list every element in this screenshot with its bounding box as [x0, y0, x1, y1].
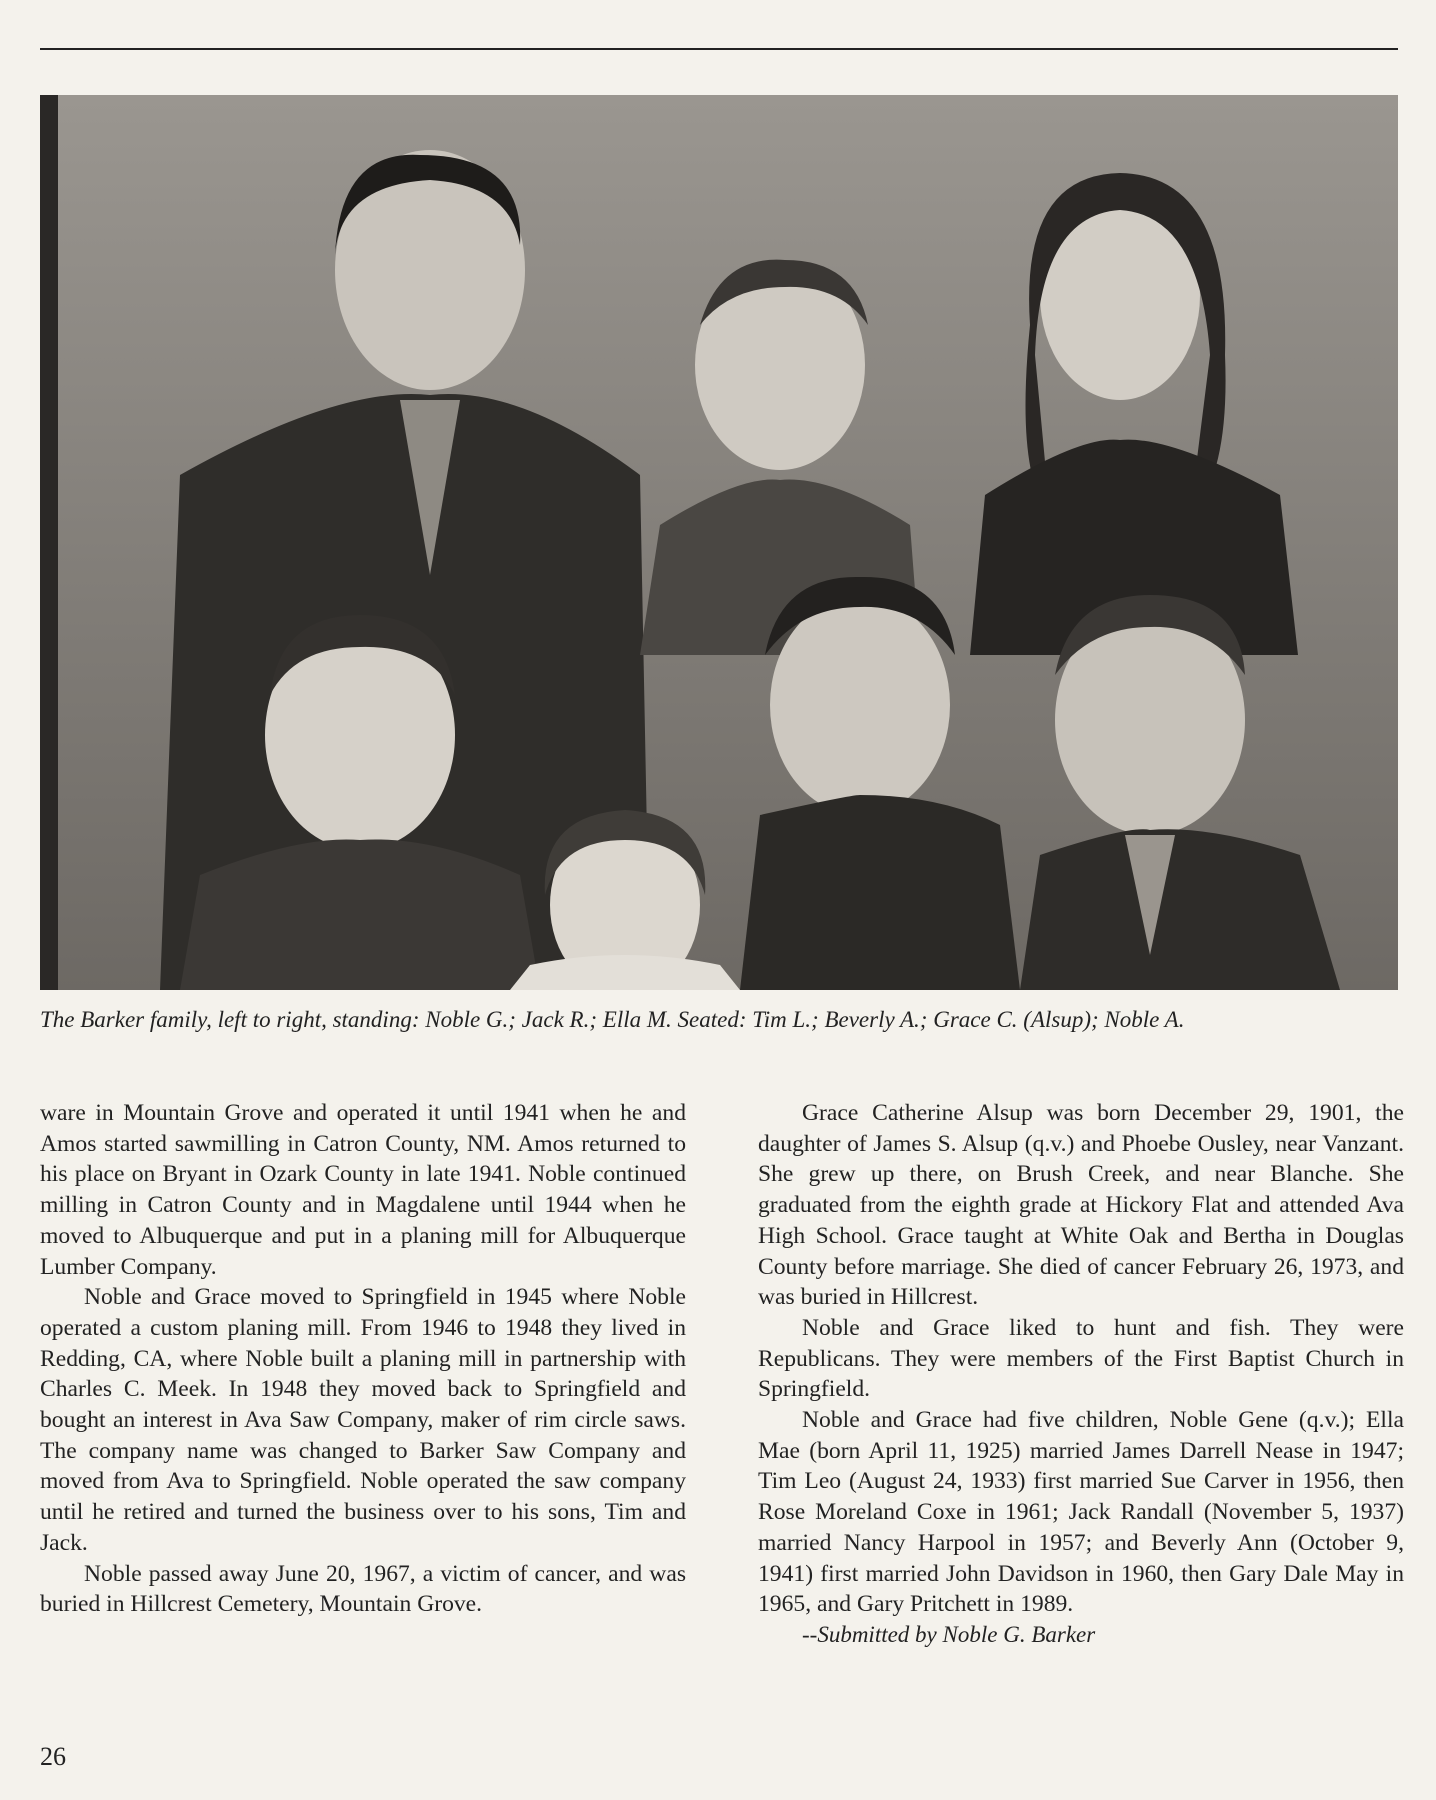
signature: --Submitted by Noble G. Barker [802, 1621, 1096, 1647]
page-number: 26 [40, 1742, 66, 1771]
right-column [758, 1098, 1404, 1650]
paragraph: ware in Mountain Grove and operated it until 1941 when he and Amos started sawmilling in Catron County, NM. Amos returned to his place on Bryant in Ozark County in late 1941. Noble continued milling in Catron County and in Magdalene until 1944 when he moved to Albuquerque and put in a planing mill for Albuquerque Lumber Company. [40, 1100, 686, 1280]
paragraph: Noble and Grace moved to Springfield in 1945 where Noble operated a custom planing mill. From 1946 to 1948 they lived in Redding, CA, where Noble built a planing mill in partnership with Charles C. Meek. In 1948 they moved back to Springfield and bought an interest in Ava Saw Company, maker of rim circle saws. The company name was changed to Barker Saw Company and moved from Ava to Springfield. Noble operated the saw company until he retired and turned the business over to his sons, Tim and Jack. [40, 1284, 686, 1556]
paragraph: Grace Catherine Alsup was born December 29, 1901, the daughter of James S. Alsup (q.v.) and Phoebe Ousley, near Vanzant. She grew up there, on Brush Creek, and near Blanche. She graduated from the eighth grade at Hickory Flat and attended Ava High School. Grace taught at White Oak and Bertha in Douglas County before marriage. She died of cancer February 26, 1973, and was buried in Hillcrest. [758, 1100, 1404, 1311]
paragraph: Noble and Grace had five children, Noble Gene (q.v.); Ella Mae (born April 11, 1925) married James Darrell Nease in 1947; Tim Leo (August 24, 1933) first married Sue Carver in 1956, then Rose Moreland Coxe in 1961; Jack Randall (November 5, 1937) married Nancy Harpool in 1957; and Beverly Ann (October 9, 1941) first married John Davidson in 1960, then Gary Dale May in 1965, and Gary Pritchett in 1989. [758, 1407, 1404, 1618]
family-photo [40, 95, 1398, 990]
photo-caption: The Barker family, left to right, standing: Noble G.; Jack R.; Ella M. Seated: Tim L.; Beverly A.; Grace C. (Alsup); Noble A. [40, 1007, 1185, 1032]
paragraph: Noble and Grace liked to hunt and fish. They were Republicans. They were members of the First Baptist Church in Springfield. [758, 1314, 1404, 1403]
left-column [40, 1098, 686, 1620]
paragraph: Noble passed away June 20, 1967, a victim of cancer, and was buried in Hillcrest Cemetery, Mountain Grove. [40, 1560, 686, 1618]
family-photo-illustration [40, 95, 1398, 990]
top-rule [40, 48, 1398, 50]
